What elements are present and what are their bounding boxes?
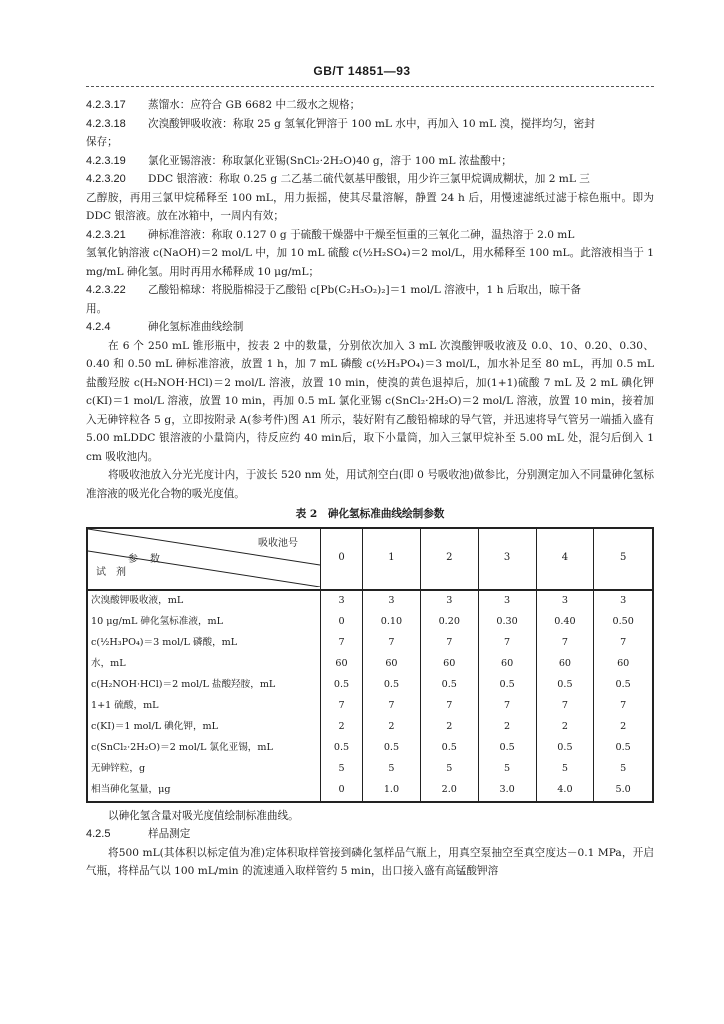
corner-label-reagent: 试剂 <box>96 567 136 578</box>
row-label: c(KI)＝1 mol/L 碘化钾，mL <box>87 717 321 738</box>
table-cell: 2 <box>420 717 478 738</box>
table-row <box>87 696 653 717</box>
table-cell: 7 <box>363 696 421 717</box>
table-cell: 0.5 <box>594 675 653 696</box>
table-cell: 7 <box>594 696 653 717</box>
table-cell: 60 <box>321 654 363 675</box>
clause-text: 乙酸铅棉球：将脱脂棉浸于乙酸铅 c[Pb(C₂H₃O₂)₂]＝1 mol/L 溶液中，1 h 后取出，晾干备 <box>148 284 581 296</box>
table-cell: 0.5 <box>594 738 653 759</box>
table-cell: 2 <box>536 717 594 738</box>
table-cell: 0.5 <box>321 738 363 759</box>
column-header: 0 <box>321 528 363 590</box>
after-table-note: 以砷化氢含量对吸光度值绘制标准曲线。 <box>108 809 299 822</box>
table-cell: 0.5 <box>478 738 536 759</box>
table-cell: 7 <box>363 633 421 654</box>
section-4-2-5-paragraph: 将500 mL(其体积以标定值为准)定体积取样管接到磷化氢样品气瓶上，用真空泵抽空至真空度达－0.1 MPa，开启气瓶，将样品气以 100 mL/min 的流速通入取样管约 5 min，出口接入盛有高锰酸钾溶 <box>86 846 654 877</box>
table-cell: 5 <box>363 759 421 780</box>
clause-4-2-3-17 <box>86 96 654 115</box>
table-cell: 0.40 <box>536 612 594 633</box>
row-label: c(H₂NOH·HCl)＝2 mol/L 盐酸羟胺，mL <box>87 675 321 696</box>
table-row <box>87 633 653 654</box>
row-label: c(½H₃PO₄)＝3 mol/L 磷酸，mL <box>87 633 321 654</box>
table-cell: 3.0 <box>478 780 536 802</box>
clause-number: 4.2.3.21 <box>86 228 126 241</box>
document-body <box>86 96 654 881</box>
table-cell: 60 <box>536 654 594 675</box>
table-row <box>87 612 653 633</box>
table-cell: 0 <box>321 612 363 633</box>
table-cell: 5 <box>536 759 594 780</box>
table-cell: 60 <box>478 654 536 675</box>
clause-number: 4.2.3.20 <box>86 173 126 185</box>
table-cell: 3 <box>536 590 594 612</box>
row-label: 相当砷化氢量，μg <box>87 780 321 802</box>
section-4-2-4-heading <box>86 318 654 337</box>
row-label: 无砷锌粒，g <box>87 759 321 780</box>
clause-continuation: 乙醇胺，再用三氯甲烷稀释至 100 mL，用力振摇，使其尽量溶解，静置 24 h 后，用慢速滤纸过滤于棕色瓶中。即为 DDC 银溶液。放在冰箱中，一周内有效； <box>86 191 654 222</box>
table-cell: 0.20 <box>420 612 478 633</box>
corner-label-parameter: 参数 <box>128 553 172 565</box>
corner-label-cell-number: 吸收池号 <box>258 537 298 549</box>
section-title: 砷化氢标准曲线绘制 <box>148 321 244 333</box>
clause-continuation: 氢氧化钠溶液 c(NaOH)＝2 mol/L 中，加 10 mL 硫酸 c(½H₂SO₄)＝2 mol/L，用水稀释至 100 mL。此溶液相当于 1 mg/mL 砷化氢。用时再用水稀释成 10 μg/mL； <box>86 247 654 278</box>
clause-text: 氯化亚锡溶液：称取氯化亚锡(SnCl₂·2H₂O)40 g，溶于 100 mL 浓盐酸中； <box>148 154 512 167</box>
table-cell: 2.0 <box>420 780 478 802</box>
section-4-2-4-paragraph-1: 在 6 个 250 mL 锥形瓶中，按表 2 中的数量，分别依次加入 3 mL 次溴酸钾吸收液及 0.0、10、0.20、0.30、0.40 和 0.50 mL 砷标准溶液，放置 1 h，加 7 mL 磷酸 c(½H₃PO₄)＝3 mol/L，加水补足至 80 mL，再加 0.5 mL 盐酸羟胺 c(H₂NOH·HCl)＝2 mol/L 溶液，放置 10 min，使溴的黄色退掉后，加(1+1)硫酸 7 mL 及 2 mL 碘化钾 c(KI)＝1 mol/L 溶液，放置 10 min，再加 0.5 mL 氯化亚锡 c(SnCl₂·2H₂O)＝2 mol/L 溶液，放置 10 min，接着加入无砷锌粒各 5 g，立即按附录 A(参考件)图 A1 所示，装好附有乙酸铅棉球的导气管，并迅速将导气管另一端插入盛有 5.00 mLDDC 银溶液的小量筒内，待反应约 40 min后，取下小量筒，加入三氯甲烷补至 5.00 mL 处，混匀后倒入 1 cm 吸收池内。 <box>86 339 654 463</box>
table-header-row <box>87 528 653 590</box>
table-cell: 2 <box>321 717 363 738</box>
table-cell: 7 <box>420 696 478 717</box>
row-label: 10 μg/mL 砷化氢标准液，mL <box>87 612 321 633</box>
parameter-table <box>86 527 654 803</box>
table-cell: 60 <box>420 654 478 675</box>
column-header: 2 <box>420 528 478 590</box>
table-cell: 0.5 <box>420 675 478 696</box>
table-cell: 0 <box>321 780 363 802</box>
clause-continuation: 保存； <box>86 136 118 148</box>
clause-continuation: 用。 <box>86 302 108 315</box>
table-row <box>87 654 653 675</box>
section-title: 样品测定 <box>148 828 191 840</box>
table-cell: 0.5 <box>321 675 363 696</box>
clause-4-2-3-19 <box>86 152 654 171</box>
table-cell: 5 <box>420 759 478 780</box>
section-4-2-5-heading <box>86 825 654 844</box>
table-title: 表 2 砷化氢标准曲线绘制参数 <box>295 508 445 520</box>
table-cell: 3 <box>321 590 363 612</box>
clause-text: 蒸馏水：应符合 GB 6682 中二级水之规格； <box>148 99 361 111</box>
table-cell: 7 <box>536 696 594 717</box>
table-row <box>87 780 653 802</box>
table-cell: 0.5 <box>363 675 421 696</box>
section-4-2-4-paragraph-2: 将吸收池放入分光光度计内，于波长 520 nm 处，用试剂空白(即 0 号吸收池)做参比，分别测定加入不同量砷化氢标准溶液的吸光化合物的吸光度值。 <box>86 469 654 500</box>
column-header: 3 <box>478 528 536 590</box>
table-cell: 4.0 <box>536 780 594 802</box>
table-cell: 5 <box>478 759 536 780</box>
table-cell: 60 <box>363 654 421 675</box>
row-label: 1+1 硫酸，mL <box>87 696 321 717</box>
table-cell: 0.10 <box>363 612 421 633</box>
table-cell: 0.30 <box>478 612 536 633</box>
section-number: 4.2.5 <box>86 828 111 840</box>
row-label: 水，mL <box>87 654 321 675</box>
table-cell: 3 <box>594 590 653 612</box>
clause-number: 4.2.3.22 <box>86 284 126 296</box>
table-cell: 7 <box>478 696 536 717</box>
column-header: 4 <box>536 528 594 590</box>
table-corner-cell <box>87 528 321 590</box>
table-cell: 5.0 <box>594 780 653 802</box>
clause-number: 4.2.3.18 <box>86 117 126 130</box>
table-row <box>87 759 653 780</box>
clause-text: 砷标准溶液：称取 0.127 0 g 于硫酸干燥器中干燥至恒重的三氧化二砷，温热溶于 2.0 mL <box>148 228 575 241</box>
table-cell: 0.5 <box>363 738 421 759</box>
clause-number: 4.2.3.19 <box>86 154 126 167</box>
clause-4-2-3-18 <box>86 115 654 134</box>
header-divider <box>86 86 654 87</box>
clause-4-2-3-20 <box>86 170 654 189</box>
table-cell: 5 <box>594 759 653 780</box>
table-row <box>87 675 653 696</box>
table-cell: 5 <box>321 759 363 780</box>
table-row <box>87 590 653 612</box>
table-cell: 1.0 <box>363 780 421 802</box>
table-cell: 0.5 <box>536 738 594 759</box>
table-row <box>87 738 653 759</box>
row-label: c(SnCl₂·2H₂O)＝2 mol/L 氯化亚锡，mL <box>87 738 321 759</box>
section-number: 4.2.4 <box>86 321 111 333</box>
table-cell: 0.5 <box>420 738 478 759</box>
column-header: 1 <box>363 528 421 590</box>
table-cell: 2 <box>478 717 536 738</box>
table-cell: 7 <box>420 633 478 654</box>
table-cell: 0.5 <box>536 675 594 696</box>
table-cell: 7 <box>321 696 363 717</box>
clause-text: 次溴酸钾吸收液：称取 25 g 氢氧化钾溶于 100 mL 水中，再加入 10 mL 溴，搅拌均匀，密封 <box>148 117 595 130</box>
table-cell: 60 <box>594 654 653 675</box>
table-cell: 2 <box>363 717 421 738</box>
clause-text: DDC 银溶液：称取 0.25 g 二乙基二硫代氨基甲酸银，用少许三氯甲烷调成糊状，加 2 mL 三 <box>148 173 590 185</box>
table-cell: 2 <box>594 717 653 738</box>
table-cell: 7 <box>321 633 363 654</box>
table-cell: 7 <box>478 633 536 654</box>
clause-4-2-3-22 <box>86 281 654 300</box>
clause-4-2-3-21 <box>86 226 654 245</box>
table-cell: 3 <box>363 590 421 612</box>
table-cell: 0.5 <box>478 675 536 696</box>
table-row <box>87 717 653 738</box>
table-cell: 7 <box>536 633 594 654</box>
page-header: GB/T 14851—93 <box>313 64 411 78</box>
column-header: 5 <box>594 528 653 590</box>
row-label: 次溴酸钾吸收液，mL <box>87 590 321 612</box>
table-cell: 3 <box>420 590 478 612</box>
table-cell: 3 <box>478 590 536 612</box>
table-cell: 0.50 <box>594 612 653 633</box>
table-cell: 7 <box>594 633 653 654</box>
clause-number: 4.2.3.17 <box>86 99 126 111</box>
